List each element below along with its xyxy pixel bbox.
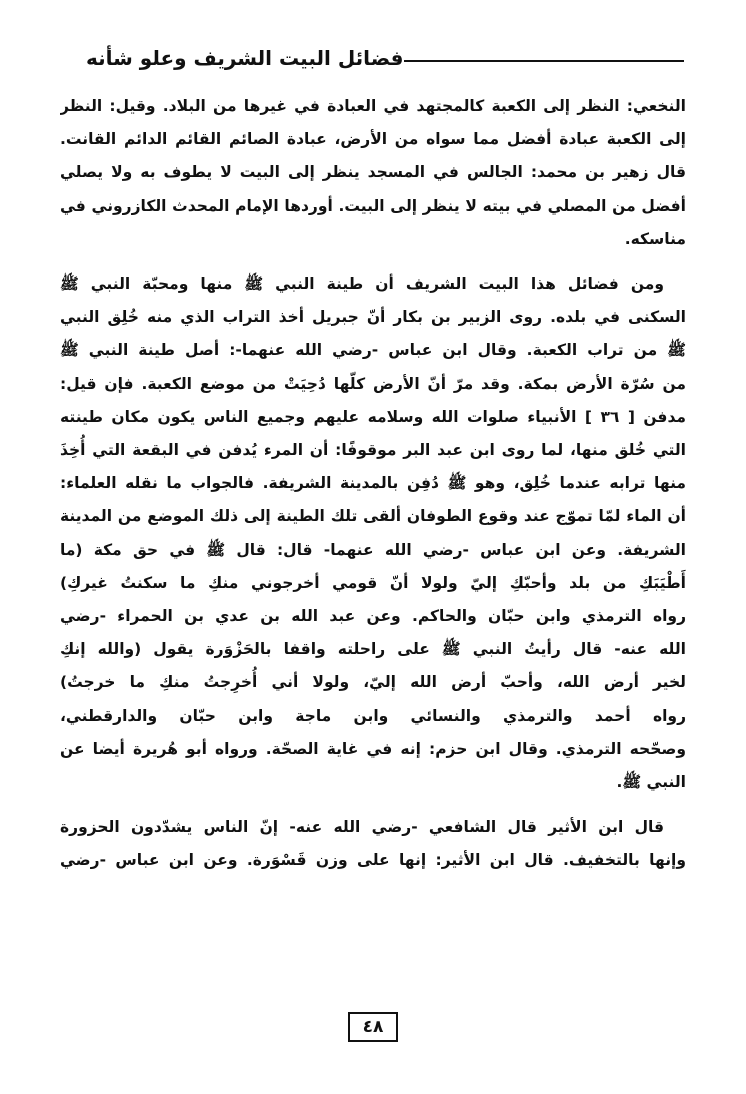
text-line: رواه الترمذي وابن حبّان والحاكم. وعن عبد الله بن عدي بن الحمراء -رضي — [60, 607, 686, 626]
text-line: التي خُلق منها، لما روى ابن عبد البر موقوفًا: أن المرء يُدفن في البقعة التي أُخِذَ — [60, 441, 686, 460]
text-line: النبي ﷺ. — [616, 773, 686, 792]
page-body — [60, 90, 686, 890]
text-line: قال ابن الأثير قال الشافعي -رضي الله عنه- إنّ الناس يشدّدون الحزورة — [60, 818, 664, 837]
text-line: أفضل من المصلي في بيته لا ينظر إلى البيت. أوردها الإمام المحدث الكازروني في — [60, 196, 686, 215]
text-line: الشريفة. وعن ابن عباس -رضي الله عنهما- قال: قال ﷺ في حق مكة (ما — [60, 540, 686, 559]
text-line: وإنها بالتخفيف. قال ابن الأثير: إنها على وزن قَسْوَرة. وعن ابن عباس -رضي — [60, 851, 686, 870]
paragraph — [60, 268, 686, 799]
text-line: وصحّحه الترمذي. وقال ابن حزم: إنه في غاية الصحّة. ورواه أبو هُريرة أيضا عن — [60, 739, 686, 758]
text-line: ومن فضائل هذا البيت الشريف أن طينة النبي ﷺ منها ومحبّة النبي ﷺ — [60, 275, 664, 294]
text-line: قال زهير بن محمد: الجالس في المسجد ينظر إلى البيت لا يطوف به ولا يصلي — [60, 163, 686, 182]
text-line: لخير أرض الله، وأحبّ أرض الله إليّ، ولولا أني أُخرِجتُ منكِ ما خرجتُ) — [60, 673, 686, 692]
page-number: ٤٨ — [348, 1012, 398, 1042]
text-line: أن الماء لمّا تموّج عند وقوع الطوفان ألقى تلك الطينة إلى ذلك الموضع من المدينة — [60, 507, 686, 526]
text-line: مناسكه. — [624, 229, 686, 248]
paragraph — [60, 90, 686, 256]
text-line: الله عنه- قال رأيتُ النبي ﷺ على راحلته واقفا بالحَزْوَرة يقول (والله إنكِ — [60, 640, 686, 659]
text-line: رواه أحمد والترمذي والنسائي وابن ماجة وابن حبّان والدارقطني، — [60, 706, 686, 725]
running-header — [72, 40, 684, 76]
text-line: منها ترابه عندما خُلِق، وهو ﷺ دُفِن بالمدينة الشريفة. فالجواب ما نقله العلماء: — [60, 474, 686, 493]
text-line: من سُرّة الأرض بمكة. وقد مرّ أنّ الأرض كلّها دُحِيَتْ من موضع الكعبة. فإن قيل: — [60, 374, 686, 393]
text-line: النخعي: النظر إلى الكعبة كالمجتهد في العبادة في غيرها من البلاد. وقيل: النظر — [60, 97, 686, 115]
header-rule — [404, 60, 685, 62]
text-line: السكنى في بلده. روى الزبير بن بكار أنّ جبريل أخذ التراب الذي منه خُلِق النبي — [60, 308, 686, 327]
running-header-title: فضائل البيت الشريف وعلو شأنه — [86, 46, 404, 70]
text-line: مدفن [ ٣٦ ] الأنبياء صلوات الله وسلامه عليهم وجميع الناس يكون مكان طينته — [60, 407, 686, 426]
text-line: إلى الكعبة عبادة أفضل مما سواه من الأرض، عبادة الصائم القائم الدائم القانت. — [60, 130, 686, 149]
text-line: ﷺ من تراب الكعبة. وقال ابن عباس -رضي الله عنهما-: أصل طينة النبي ﷺ — [60, 341, 686, 360]
paragraph — [60, 811, 686, 877]
text-line: أَطْيَبَكِ من بلد وأحبّكِ إليّ ولولا أنّ قومي أخرجوني منكِ ما سكنتُ غيركِ) — [60, 573, 686, 592]
